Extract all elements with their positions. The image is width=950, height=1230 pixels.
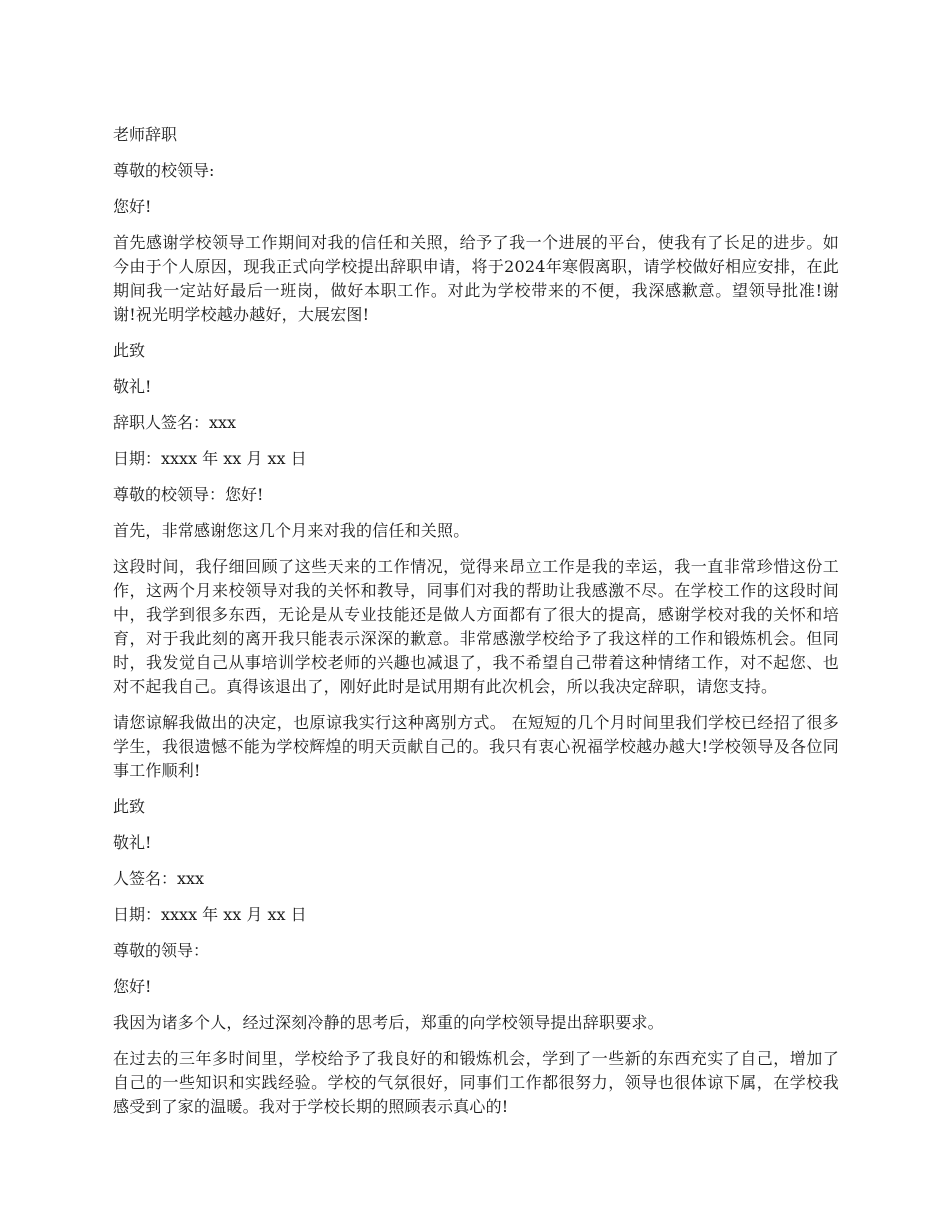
letter2-paragraph-1: 首先，非常感谢您这几个月来对我的信任和关照。: [113, 521, 470, 540]
letter2-salutation: 尊敬的校领导：您好!: [113, 485, 264, 504]
letter3-greeting: 您好!: [113, 977, 152, 996]
document-page: [113, 123, 839, 1131]
letter1-date: 日期：xxxx 年 xx 月 xx 日: [113, 449, 307, 468]
letter1-closing: 此致: [113, 341, 146, 360]
letter2-paragraph-3: 请您谅解我做出的决定，也原谅我实行这种离别方式。 在短短的几个月时间里我们学校已经招了很多学生，我很遗憾不能为学校辉煌的明天贡献自己的。我只有衷心祝福学校越办越大!学校领导及各位同事工作顺利!: [113, 713, 839, 780]
letter3-salutation: 尊敬的领导：: [113, 941, 210, 960]
letter2-closing: 此致: [113, 797, 146, 816]
letter1-body: 首先感谢学校领导工作期间对我的信任和关照，给予了我一个进展的平台，使我有了长足的进步。如今由于个人原因，现我正式向学校提出辞职申请，将于2024年寒假离职，请学校做好相应安排，在此期间我一定站好最后一班岗，做好本职工作。对此为学校带来的不便，我深感歉意。望领导批准!谢谢!祝光明学校越办越好，大展宏图!: [113, 233, 839, 324]
letter1-greeting: 您好!: [113, 197, 152, 216]
letter2-paragraph-2: 这段时间，我仔细回顾了这些天来的工作情况，觉得来昂立工作是我的幸运，我一直非常珍惜这份工作，这两个月来校领导对我的关怀和教导，同事们对我的帮助让我感激不尽。在学校工作的这段时间中，我学到很多东西，无论是从专业技能还是做人方面都有了很大的提高，感谢学校对我的关怀和培育，对于我此刻的离开我只能表示深深的歉意。非常感激学校给予了我这样的工作和锻炼机会。但同时，我发觉自己从事培训学校老师的兴趣也减退了，我不希望自己带着这种情绪工作，对不起您、也对不起我自己。真得该退出了，刚好此时是试用期有此次机会，所以我决定辞职，请您支持。: [113, 557, 839, 696]
letter1-regards: 敬礼!: [113, 377, 152, 396]
letter1-salutation: 尊敬的校领导:: [113, 161, 215, 180]
letter3-paragraph-1: 我因为诸多个人，经过深刻冷静的思考后，郑重的向学校领导提出辞职要求。: [113, 1013, 664, 1032]
letter3-paragraph-2: 在过去的三年多时间里，学校给予了我良好的和锻炼机会，学到了一些新的东西充实了自己，增加了自己的一些知识和实践经验。学校的气氛很好，同事们工作都很努力，领导也很体谅下属，在学校我感受到了家的温暖。我对于学校长期的照顾表示真心的!: [113, 1049, 839, 1116]
letter2-date: 日期：xxxx 年 xx 月 xx 日: [113, 905, 307, 924]
letter2-signature: 人签名：xxx: [113, 869, 205, 888]
letter1-signature: 辞职人签名：xxx: [113, 413, 237, 432]
document-title: 老师辞职: [113, 125, 178, 144]
letter2-regards: 敬礼!: [113, 833, 152, 852]
